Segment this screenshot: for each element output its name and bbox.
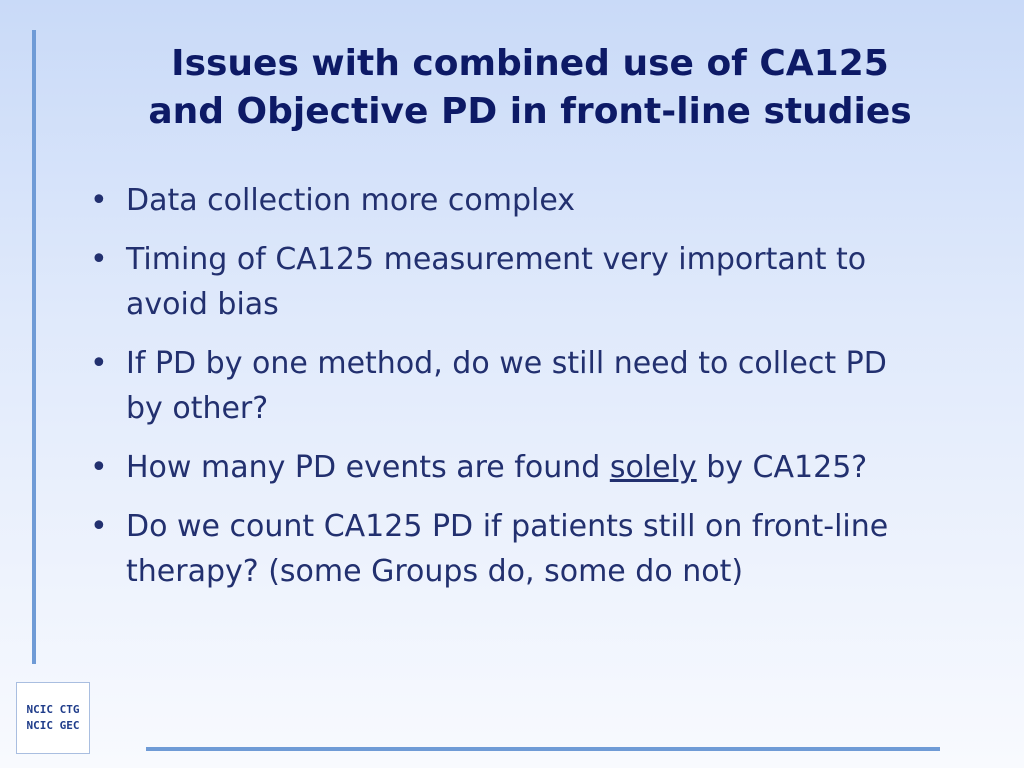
ncic-logo: [16, 682, 90, 754]
bullet-list: [86, 178, 906, 608]
bullet-item: [86, 504, 906, 594]
bullet-text: Timing of CA125 measurement very important to avoid bias: [126, 242, 867, 322]
bullet-item: [86, 237, 906, 327]
logo-line-2: NCIC GEC: [26, 719, 80, 732]
left-accent-rule: [32, 30, 36, 664]
bullet-text: Do we count CA125 PD if patients still on front-line therapy? (some Groups do, some do not): [126, 509, 889, 589]
slide-title-line-1: Issues with combined use of CA125: [171, 43, 889, 84]
logo-line-1: NCIC CTG: [26, 703, 80, 716]
bullet-item: [86, 178, 906, 223]
bullet-item: [86, 445, 906, 490]
bullet-icon: •: [90, 242, 108, 277]
bottom-accent-rule: [146, 747, 940, 751]
bullet-item: [86, 341, 906, 431]
bullet-text: If PD by one method, do we still need to collect PD by other?: [126, 346, 887, 426]
bullet-text-after: by CA125?: [696, 450, 868, 485]
underlined-emphasis: solely: [609, 450, 697, 485]
slide-title-line-2: and Objective PD in front-line studies: [148, 91, 912, 132]
bullet-icon: •: [90, 450, 108, 485]
bullet-icon: •: [90, 183, 108, 218]
bullet-icon: •: [90, 509, 108, 544]
bullet-icon: •: [90, 346, 108, 381]
bullet-text-before: How many PD events are found: [126, 450, 610, 485]
slide-title: [60, 40, 1000, 136]
bullet-text: Data collection more complex: [126, 183, 576, 218]
